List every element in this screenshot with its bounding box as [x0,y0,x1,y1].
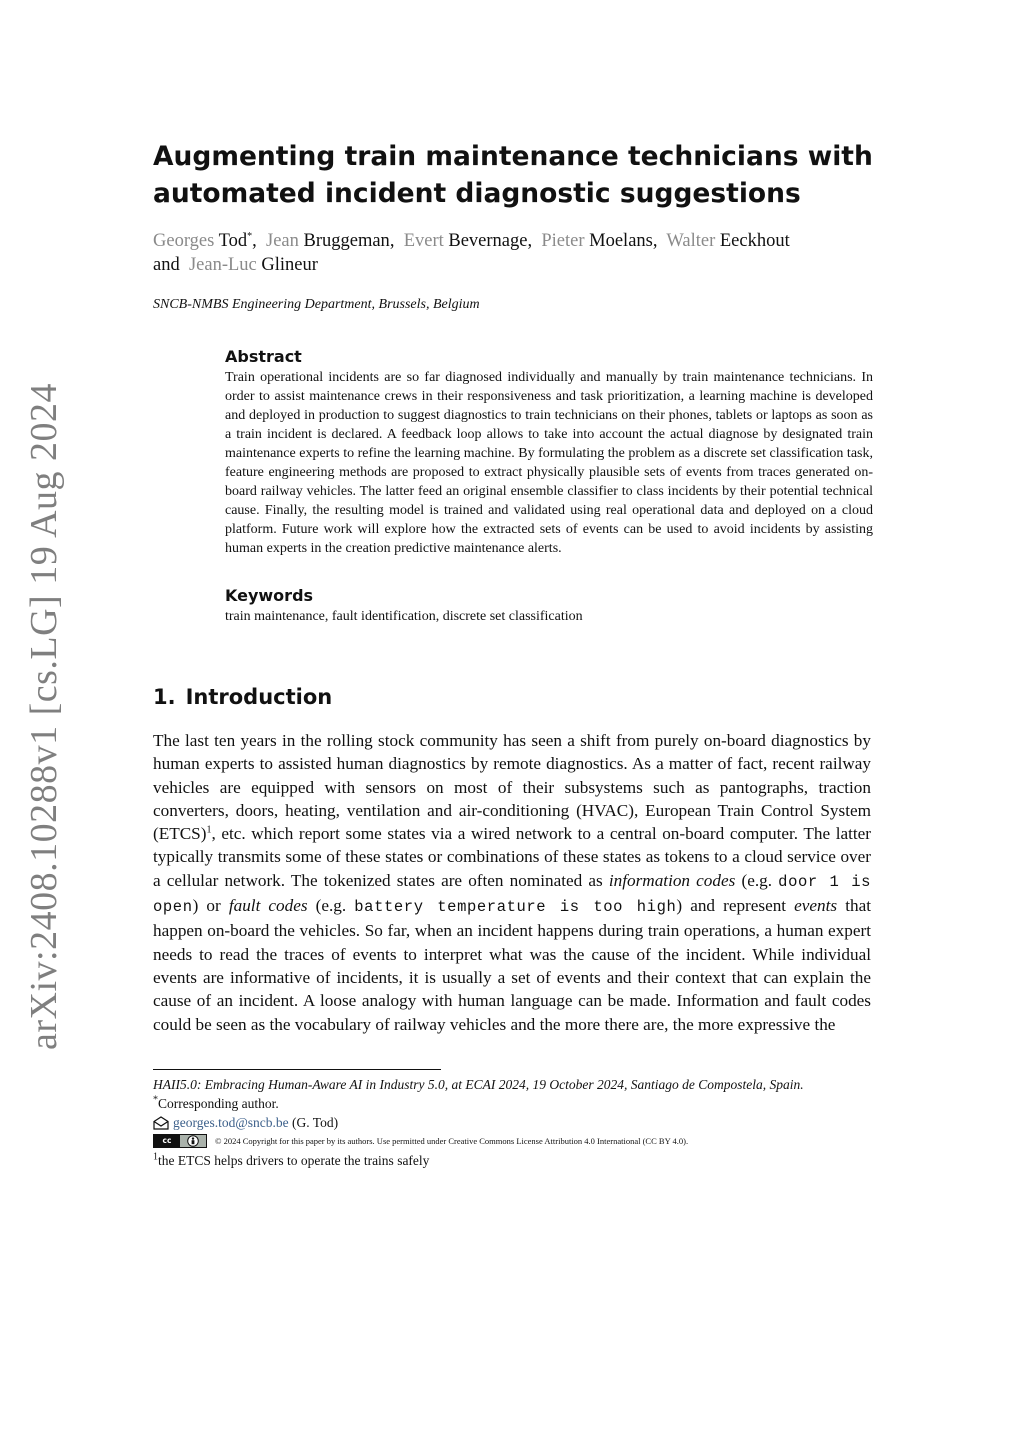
cc-by-license-badge[interactable] [153,1134,207,1148]
section-heading-introduction [153,684,332,710]
footnote-conference: HAII5.0: Embracing Human-Aware AI in Industry 5.0, at ECAI 2024, 19 October 2024, Santiago de Compostela, Spain. [153,1077,804,1092]
envelope-icon [153,1116,169,1130]
keywords-body: train maintenance, fault identification, discrete set classification [225,609,583,624]
author-list [153,229,873,277]
footnote-rule [153,1069,441,1070]
email-owner: (G. Tod) [292,1115,339,1130]
paper-title [153,138,913,212]
footnote-ref-1[interactable]: 1 [206,824,212,836]
term-information-codes: information codes [608,870,736,890]
term-fault-codes: fault codes [228,896,308,916]
author-family-name: Bevernage [448,231,528,251]
footnote-1: $^1$the ETCS helps drivers to operate the trains safely [153,1151,430,1168]
footnote-license [153,1133,688,1149]
license-text: © 2024 Copyright for this paper by its authors. Use permitted under Creative Commons License Attribution 4.0 International (CC BY 4.0). [215,1136,689,1146]
footnote-mark: 1 [153,1151,158,1163]
keywords-heading: Keywords [225,586,314,605]
person-icon [180,1135,206,1147]
section-title: Introduction [185,685,333,709]
author-family-name: Bruggeman [303,231,390,251]
section-number: 1. [153,685,176,709]
author-family-name: Eeckhout [719,231,790,251]
author-family-name: Moelans [589,231,653,251]
author-given-name: Evert [403,231,444,251]
authors-line-1: Georges Tod*, Jean Bruggeman, Evert Bevernage, Pieter Moelans, Walter Eeckhout [153,230,790,251]
abstract-heading: Abstract [225,347,302,366]
footnote-email [153,1114,338,1132]
affiliation: SNCB-NMBS Engineering Department, Brussels, Belgium [153,297,480,312]
authors-line-2 [153,253,873,277]
arxiv-identifier: arXiv:2408.10288v1 [cs.LG] 19 Aug 2024 [23,382,65,1050]
introduction-paragraph: The last ten years in the rolling stock community has seen a shift from purely on-board diagnostics by human experts to assisted human diagnostics by remote diagnostics. As a matter of fact, recent railway vehicles are equipped with sensors on most of their subsystems such as pantographs, traction converters, doors, heating, ventilation and air-conditioning (HVAC), European Train Control System (ETCS)$^1$, etc. which report some states via a wired network to a central on-board computer. The latter typically transmits some of these states or combinations of these states as tokens to a cloud service over a cellular network. The tokenized states are often nominated as information codes (e.g. door 1 is open) or fault codes (e.g. battery temperature is too high) and represent events that happen on-board the vehicles. So far, when an incident happens during train operations, a human expert needs to read the traces of events to interpret what was the cause of the incident. While individual events are informative of incidents, it is usually a set of events and their context that can explain the cause of an incident. A loose analogy with human language can be made. Information and fault codes could be seen as the vocabulary of railway vehicles and the more there are, the more expressive the [153,731,871,1034]
corresponding-mark: * [153,1094,158,1106]
author-given-name: Walter [666,231,716,251]
title-line-1: Augmenting train maintenance technicians with [153,141,873,172]
code-example-battery: battery temperature is too high [354,898,677,917]
author-given-name: Pieter [541,231,585,251]
title-line-2: automated incident diagnostic suggestions [153,178,801,209]
author-given-name: Georges [153,231,215,251]
author-given-name: Jean-Luc [188,255,257,275]
author-family-name: Tod [218,231,248,251]
corresponding-mark: * [247,230,253,242]
author-and: and [153,255,180,275]
author-given-name: Jean [266,231,299,251]
term-events: events [794,896,838,916]
author-family-name: Glineur [261,255,318,275]
email-link[interactable]: georges.tod@sncb.be [173,1115,289,1130]
footnote-corresponding: *Corresponding author. [153,1094,279,1111]
cc-logo-icon: cc [154,1135,180,1147]
code-example-door: door 1 is open [153,872,871,917]
abstract-body: Train operational incidents are so far diagnosed individually and manually by train maintenance technicians. In order to assist maintenance crews in their responsiveness and task prioritization, a learning machine is developed and deployed in production to suggest diagnostics to train technicians on their phones, tablets or laptops as soon as a train incident is declared. A feedback loop allows to take into account the actual diagnose by designated train maintenance experts to refine the learning machine. By formulating the problem as a discrete set classification task, feature engineering methods are proposed to extract physically plausible sets of events from traces generated on-board railway vehicles. The latter feed an original ensemble classifier to class incidents by their potential technical cause. Finally, the resulting model is trained and validated using real operational data and deployed on a cloud platform. Future work will explore how the extracted sets of events can be used to avoid incidents by assisting human experts in the creation predictive maintenance alerts. [225,370,873,556]
